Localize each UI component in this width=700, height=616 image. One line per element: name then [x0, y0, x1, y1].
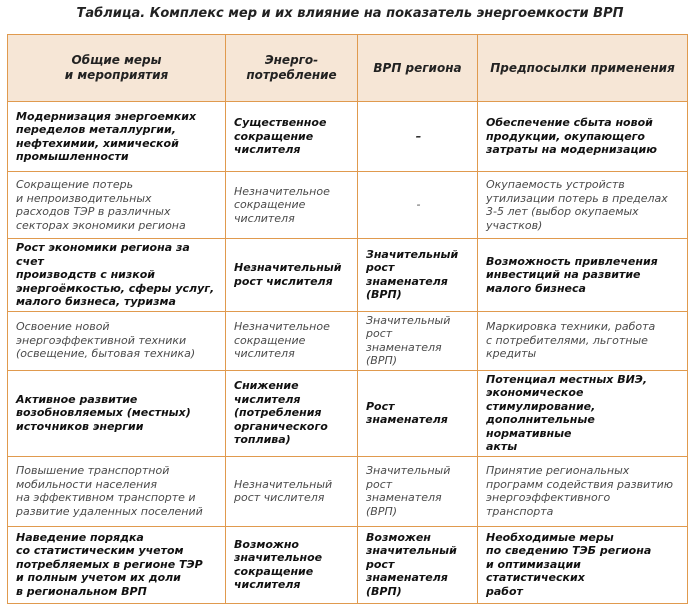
header-grp: ВРП региона — [358, 35, 478, 102]
cell-energy: Возможно значительное сокращение числителя — [226, 526, 358, 603]
table-row — [8, 102, 688, 172]
table-header-row — [8, 35, 688, 102]
cell-measure: Рост экономики региона за счет производств с низкой энергоёмкостью, сферы услуг, малого бизнеса, туризма — [8, 239, 226, 312]
cell-measure: Сокращение потерь и непроизводительных расходов ТЭР в различных секторах экономики региона — [8, 172, 226, 239]
cell-grp: Значительный рост знаменателя (ВРП) — [358, 311, 478, 370]
cell-measure: Модернизация энергоемких переделов металлургии, нефтехимии, химической промышленности — [8, 102, 226, 172]
table-row — [8, 456, 688, 526]
cell-energy: Снижение числителя (потребления органического топлива) — [226, 370, 358, 456]
header-measures — [8, 35, 226, 102]
cell-preconditions: Обеспечение сбыта новой продукции, окупающего затраты на модернизацию — [478, 102, 688, 172]
cell-grp: – — [358, 102, 478, 172]
header-energy-line1: Энерго- — [264, 53, 319, 67]
cell-preconditions: Принятие региональных программ содействия развитию энергоэффективного транспорта — [478, 456, 688, 526]
table-row — [8, 239, 688, 312]
cell-energy: Незначительный рост числителя — [226, 239, 358, 312]
header-energy-line2: потребление — [246, 68, 337, 82]
cell-grp: Рост знаменателя — [358, 370, 478, 456]
header-energy — [226, 35, 358, 102]
cell-preconditions: Потенциал местных ВИЭ, экономическое стимулирование, дополнительные нормативные акты — [478, 370, 688, 456]
table-row — [8, 370, 688, 456]
cell-grp: Значительный рост знаменателя (ВРП) — [358, 456, 478, 526]
table-row — [8, 311, 688, 370]
table-caption: Таблица. Комплекс мер и их влияние на показатель энергоемкости ВРП — [76, 6, 624, 21]
header-preconditions: Предпосылки применения — [478, 35, 688, 102]
cell-energy: Незначительное сокращение числителя — [226, 172, 358, 239]
cell-measure: Повышение транспортной мобильности населения на эффективном транспорте и развитие удаленных поселений — [8, 456, 226, 526]
header-measures-line2: и мероприятия — [64, 68, 169, 82]
cell-preconditions: Маркировка техники, работа с потребителями, льготные кредиты — [478, 311, 688, 370]
table-row — [8, 172, 688, 239]
cell-energy: Незначительный рост числителя — [226, 456, 358, 526]
cell-grp: - — [358, 172, 478, 239]
cell-energy: Существенное сокращение числителя — [226, 102, 358, 172]
cell-measure: Активное развитие возобновляемых (местных) источников энергии — [8, 370, 226, 456]
table-row — [8, 526, 688, 603]
header-measures-line1: Общие меры — [71, 53, 162, 67]
cell-energy: Незначительное сокращение числителя — [226, 311, 358, 370]
cell-grp: Возможен значительный рост знаменателя (ВРП) — [358, 526, 478, 603]
cell-preconditions: Необходимые меры по сведению ТЭБ региона и оптимизации статистических работ — [478, 526, 688, 603]
cell-measure: Освоение новой энергоэффективной техники (освещение, бытовая техника) — [8, 311, 226, 370]
cell-grp: Значительный рост знаменателя (ВРП) — [358, 239, 478, 312]
measures-table — [7, 34, 688, 604]
cell-preconditions: Возможность привлечения инвестиций на развитие малого бизнеса — [478, 239, 688, 312]
cell-measure: Наведение порядка со статистическим учетом потребляемых в регионе ТЭР и полным учетом их доли в региональном ВРП — [8, 526, 226, 603]
cell-preconditions: Окупаемость устройств утилизации потерь в пределах 3-5 лет (выбор окупаемых участков) — [478, 172, 688, 239]
